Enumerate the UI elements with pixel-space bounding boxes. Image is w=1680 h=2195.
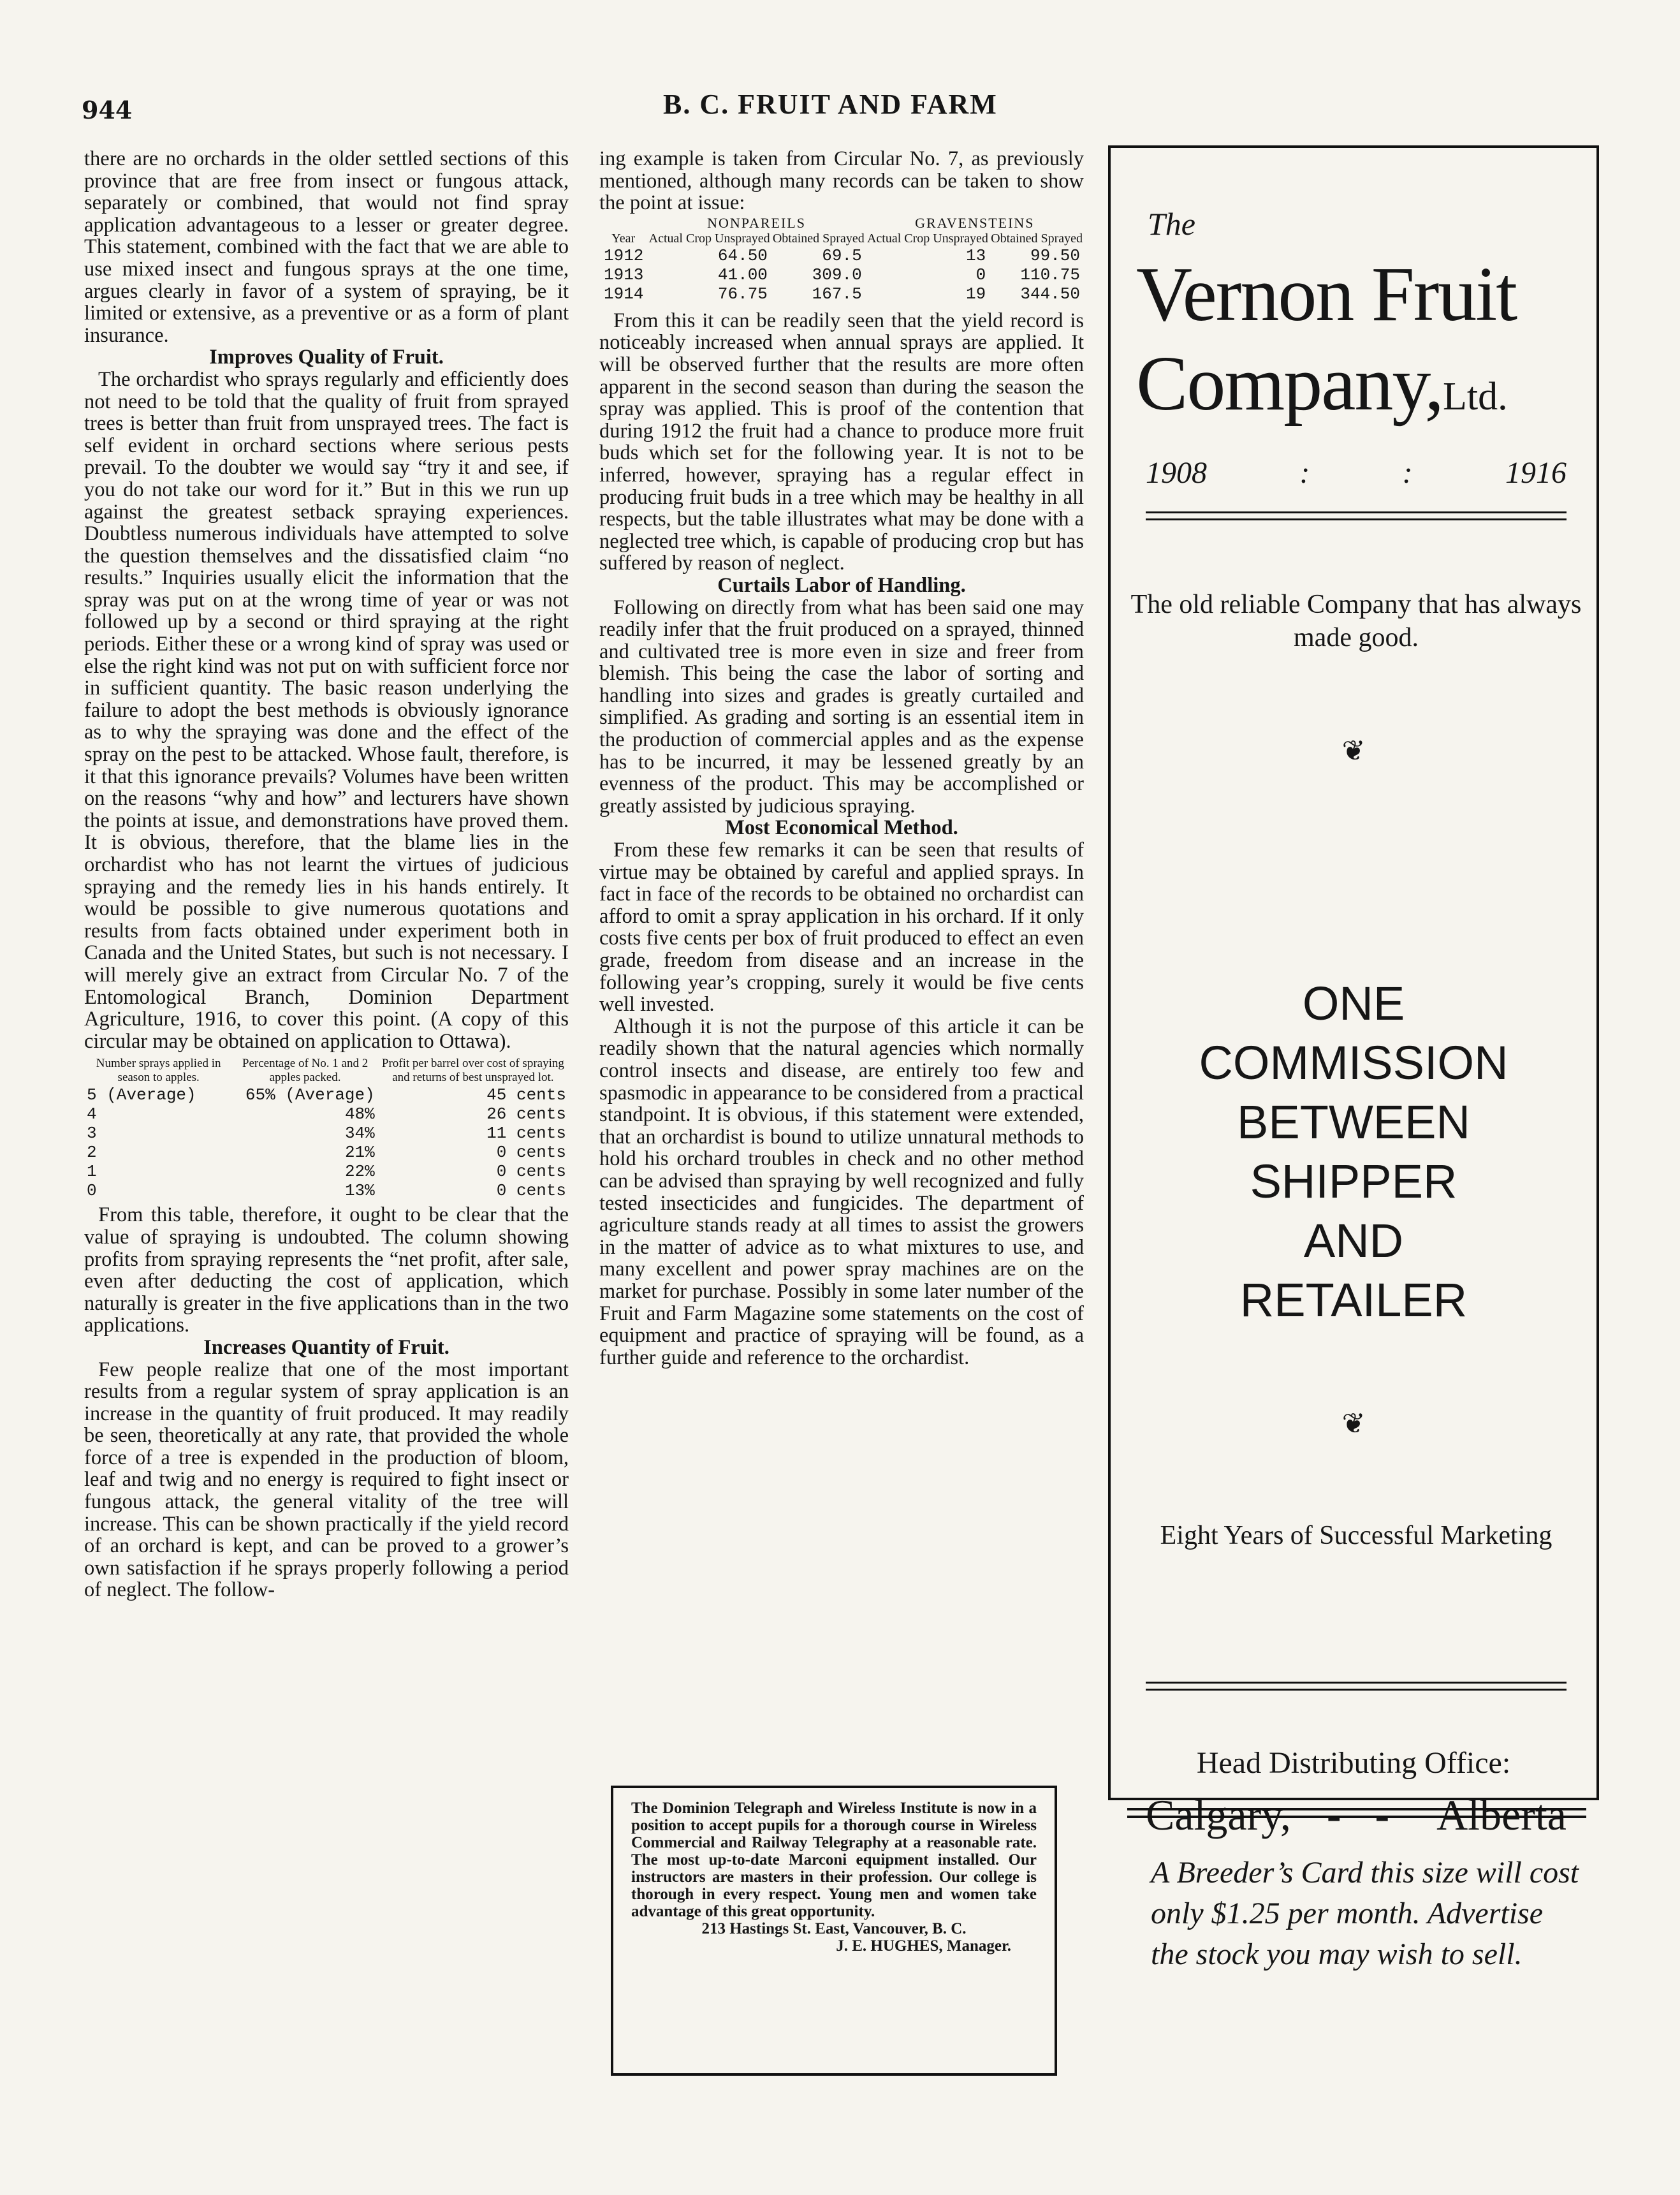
table-cell: 309.0	[812, 265, 862, 284]
table-cell: 45 cents	[486, 1085, 566, 1105]
ad-head-office: Head Distributing Office:	[1196, 1746, 1511, 1780]
paragraph: From this table, therefore, it ought to be clear that the value of spraying is undoubted. The column showing profits from spraying represents the “net profit, after sale, even after deducting the cost of application, which naturally is greater in the five applications than in the two applications.	[84, 1203, 569, 1337]
paragraph: The orchardist who sprays regularly and efficiently does not need to be told that the quality of fruit from sprayed trees is better than fruit from unsprayed trees. The fact is self evident in orchard sections where serious pests prevail. To the doubter we would say “try it and see, if you do not take our word for it.” But in this we run up against the greatest setback spraying experiences. Doubtless numerous individuals have attempted to solve the question themselves and the dissatisfied claim “no results.” Inquiries usually elicit the information that the spray was put on at the wrong time of year or was not followed up by a second or third spraying at the right periods. Either these or a wrong kind of spray was used or else the right kind was not put on with sufficient force nor in sufficient quantity. The basic reason underlying the failure to adopt the best methods is obviously ignorance as to why the spraying was done and the effect of the spray on the pest to be attacked. Whose fault, therefore, is it that this ignorance prevails? Volumes have been written on the reasons “why and how” and lecturers have shown the points at issue, and demonstrations have proved them. It is obvious, therefore, that the blame lies in the orchardist who has not learnt the virtues of judicious spraying and the remedy lies in his hands entirely. It would be possible to give numerous quotations and results from facts obtained under experiment both in Canada and the United States, but such is not necessary. I will merely give an extract from Circular No. 7 of the Entomological Branch, Dominion Department Agriculture, 1916, to cover this point. (A copy of this circular may be obtained on application to Ottawa).	[84, 367, 569, 1053]
spray-profit-table	[84, 1056, 569, 1200]
table-cell: 69.5	[822, 246, 862, 265]
table-header: Actual Crop Unsprayed	[648, 231, 770, 246]
commission-line: COMMISSION	[1199, 1036, 1508, 1089]
running-title: B. C. FRUIT AND FARM	[663, 89, 998, 120]
page-number: 944	[82, 96, 133, 124]
double-rule	[1146, 1682, 1567, 1691]
article-column-1	[84, 148, 569, 1601]
table-header: Year	[611, 231, 636, 246]
table-cell: 34%	[344, 1124, 375, 1143]
table-cell: 11 cents	[486, 1124, 566, 1143]
company-years	[1146, 455, 1567, 490]
commission-line: AND	[1303, 1214, 1404, 1267]
company-name-line1: Vernon Fruit	[1136, 251, 1517, 337]
year-start: 1908	[1146, 456, 1207, 490]
table-group-header: NONPAREILS	[707, 214, 806, 231]
table-cell: 19	[965, 284, 986, 304]
table-cell: 2	[87, 1143, 97, 1163]
paragraph: Following on directly from what has been said one may readily infer that the fruit produced on a sprayed, thinned and cultivated tree is more even in size and freer from blemish. This being the case the labor of sorting and handling into sizes and grades is greatly curtailed and simplified. As grading and sorting is an essential item in the production of commercial apples and as the expense has to be incurred, it may be lessened greatly by an evenness of the product. This may be accomplished or greatly assisted by judicious spraying.	[599, 596, 1084, 818]
table-cell: 99.50	[1030, 246, 1080, 265]
table-cell: 65% (Average)	[245, 1085, 375, 1105]
table-row	[84, 1181, 569, 1200]
fleuron-icon: ❦	[1341, 1407, 1366, 1440]
article-column-2	[599, 148, 1084, 1369]
table-cell: 1914	[603, 284, 644, 304]
section-heading: Curtails Labor of Handling.	[717, 573, 966, 597]
table-cell: 21%	[344, 1143, 375, 1163]
table-cell: 167.5	[812, 284, 862, 304]
table-cell: 0 cents	[496, 1162, 566, 1182]
yield-record-table	[599, 216, 1084, 304]
table-cell: 13%	[344, 1181, 375, 1201]
table-cell: 0 cents	[496, 1143, 566, 1163]
ad-the: The	[1148, 206, 1195, 242]
table-row	[599, 246, 1084, 265]
table-cell: 1912	[603, 246, 644, 265]
table-cell: 0	[87, 1181, 97, 1201]
vernon-fruit-ad	[1108, 145, 1599, 1839]
commission-block	[1111, 974, 1596, 1330]
table-cell: 3	[87, 1124, 97, 1143]
table-header-spacer	[599, 216, 647, 231]
commission-line: SHIPPER	[1250, 1155, 1457, 1208]
table-cell: 76.75	[717, 284, 768, 304]
table-header: Profit per barrel over cost of spraying and returns of best unsprayed lot.	[381, 1057, 564, 1085]
table-cell: 344.50	[1020, 284, 1080, 304]
table-row	[599, 284, 1084, 304]
table-cell: 41.00	[717, 265, 768, 284]
table-cell: 1913	[603, 265, 644, 284]
paragraph: ing example is taken from Circular No. 7, as previously mentioned, although many records can be taken to show the point at issue:	[599, 147, 1084, 215]
telegraph-institute-ad	[611, 1786, 1057, 2076]
table-cell: 0	[975, 265, 986, 284]
ad-city: Calgary,	[1146, 1791, 1291, 1839]
commission-line: RETAILER	[1239, 1274, 1468, 1326]
paragraph: Although it is not the purpose of this article it can be readily shown that the natural agencies which normally control insects and disease, are entirely too few and spasmodic in appearance to be considered from a practical standpoint. It is obvious, if this statement were extended, that an orchardist is bound to utilize unnatural methods to hold his orchard troubles in check and no other method can be advised than spraying by well recognized and fully tested insecticides and fungicides. The department of agriculture stands ready at all times to assist the growers in the matter of advice as to what mixtures to use, and many excellent and power spray machines are on the market for purchase. Possibly in some later number of the Fruit and Farm Magazine some statements on the cost of equipment and practice of spraying will be found, as a further guide and reference to the orchardist.	[599, 1015, 1084, 1369]
ad-province: Alberta	[1436, 1791, 1567, 1839]
table-row	[84, 1105, 569, 1124]
ad-eight-years: Eight Years of Successful Marketing	[1160, 1521, 1552, 1550]
paragraph: there are no orchards in the older settled sections of this province that are free from insect or fungous attack, separately or combined, that would not find spray application advantageous to a lesser or greater degree. This statement, combined with the fact that we are able to use mixed insect and fungous sprays at the one time, argues clearly in favor of a system of spraying, be it limited or extensive, as a preventive or as a form of plant insurance.	[84, 147, 569, 347]
table-header: Percentage of No. 1 and 2 apples packed.	[242, 1057, 369, 1085]
table-cell: 48%	[344, 1105, 375, 1124]
table-row	[84, 1162, 569, 1181]
table-header: Actual Crop Unsprayed	[866, 231, 988, 246]
table-cell: 0 cents	[496, 1181, 566, 1201]
ad-dash: - -	[1326, 1791, 1401, 1839]
table-header: Obtained Sprayed	[991, 231, 1083, 246]
table-header: Number sprays applied in season to apples.	[96, 1057, 221, 1085]
table-row	[84, 1124, 569, 1143]
table-row	[599, 265, 1084, 284]
paragraph: From these few remarks it can be seen that results of virtue may be obtained by careful and applied sprays. In fact in face of the records to be obtained no orchardist can afford to omit a spray application in his orchard. If it only costs five cents per box of fruit produced to effect an even grade, freedom from disease and an increase in the following year’s cropping, surely it would be five cents well invested.	[599, 839, 1084, 1017]
section-heading: Most Economical Method.	[725, 816, 958, 840]
paragraph: From this it can be readily seen that the yield record is noticeably increased when annual sprays are applied. It will be observed further that the results are more often apparent in the second season than during the season the spray was applied. This is proof of the contention that during 1912 the fruit had a chance to produce more fruit buds which set for the following year. It is not to be inferred, however, spraying has a regular effect in producing fruit buds in a tree which may be healthy in all respects, but the table illustrates what may be done with a neglected tree which, is capable of producing crop but has suffered by reason of neglect.	[599, 309, 1084, 575]
company-name-word: Company,	[1136, 341, 1443, 427]
section-heading: Improves Quality of Fruit.	[209, 346, 444, 369]
double-rule	[1146, 511, 1567, 520]
breeder-card-ad: A Breeder’s Card this size will cost only $1.25 per month. Advertise the stock you may wish to sell.	[1151, 1856, 1579, 1971]
table-header: Obtained Sprayed	[772, 231, 865, 246]
table-cell: 64.50	[717, 246, 768, 265]
ad-body: The Dominion Telegraph and Wireless Institute is now in a position to accept pupils for a thorough course in Wireless Commercial and Railway Telegraphy at a reasonable rate. The most up-to-date Marconi equipment installed. Our instructors are masters in their profession. Our college is thorough in every respect. Young men and women take advantage of this great opportunity.	[631, 1800, 1037, 1920]
table-row	[84, 1085, 569, 1105]
company-ltd: Ltd.	[1443, 375, 1508, 418]
table-cell: 13	[965, 246, 986, 265]
table-cell: 5 (Average)	[87, 1085, 196, 1105]
section-heading: Increases Quantity of Fruit.	[203, 1335, 449, 1359]
ad-address: 213 Hastings St. East, Vancouver, B. C.	[701, 1920, 967, 1937]
table-cell: 22%	[344, 1162, 375, 1182]
double-rule	[1127, 1808, 1586, 1818]
commission-line: ONE	[1302, 977, 1405, 1030]
company-name-line2	[1136, 339, 1508, 429]
commission-line: BETWEEN	[1237, 1096, 1470, 1149]
paragraph: Few people realize that one of the most important results from a regular system of spray application is an increase in the quantity of fruit produced. It may readily be seen, theoretically at any rate, that provided the whole force of a tree is expended in the production of bloom, leaf and twig and no energy is required to fight insect or fungous attack, the general vitality of the tree will increase. This can be shown practically if the yield record of an orchard is kept, and can be proved to a grower’s own satisfaction if he sprays properly following a period of neglect. The follow-	[84, 1358, 569, 1602]
table-cell: 1	[87, 1162, 97, 1182]
year-end: 1916	[1505, 456, 1567, 490]
ad-manager: J. E. HUGHES, Manager.	[836, 1937, 1011, 1955]
year-colon: :	[1299, 456, 1310, 490]
year-colon: :	[1402, 456, 1413, 490]
table-cell: 4	[87, 1105, 97, 1124]
fleuron-icon: ❦	[1341, 735, 1366, 767]
ad-tagline: The old reliable Company that has always made good.	[1130, 590, 1582, 652]
table-cell: 110.75	[1020, 265, 1080, 284]
table-row	[84, 1143, 569, 1162]
table-group-header: GRAVENSTEINS	[915, 214, 1035, 231]
table-cell: 26 cents	[486, 1105, 566, 1124]
